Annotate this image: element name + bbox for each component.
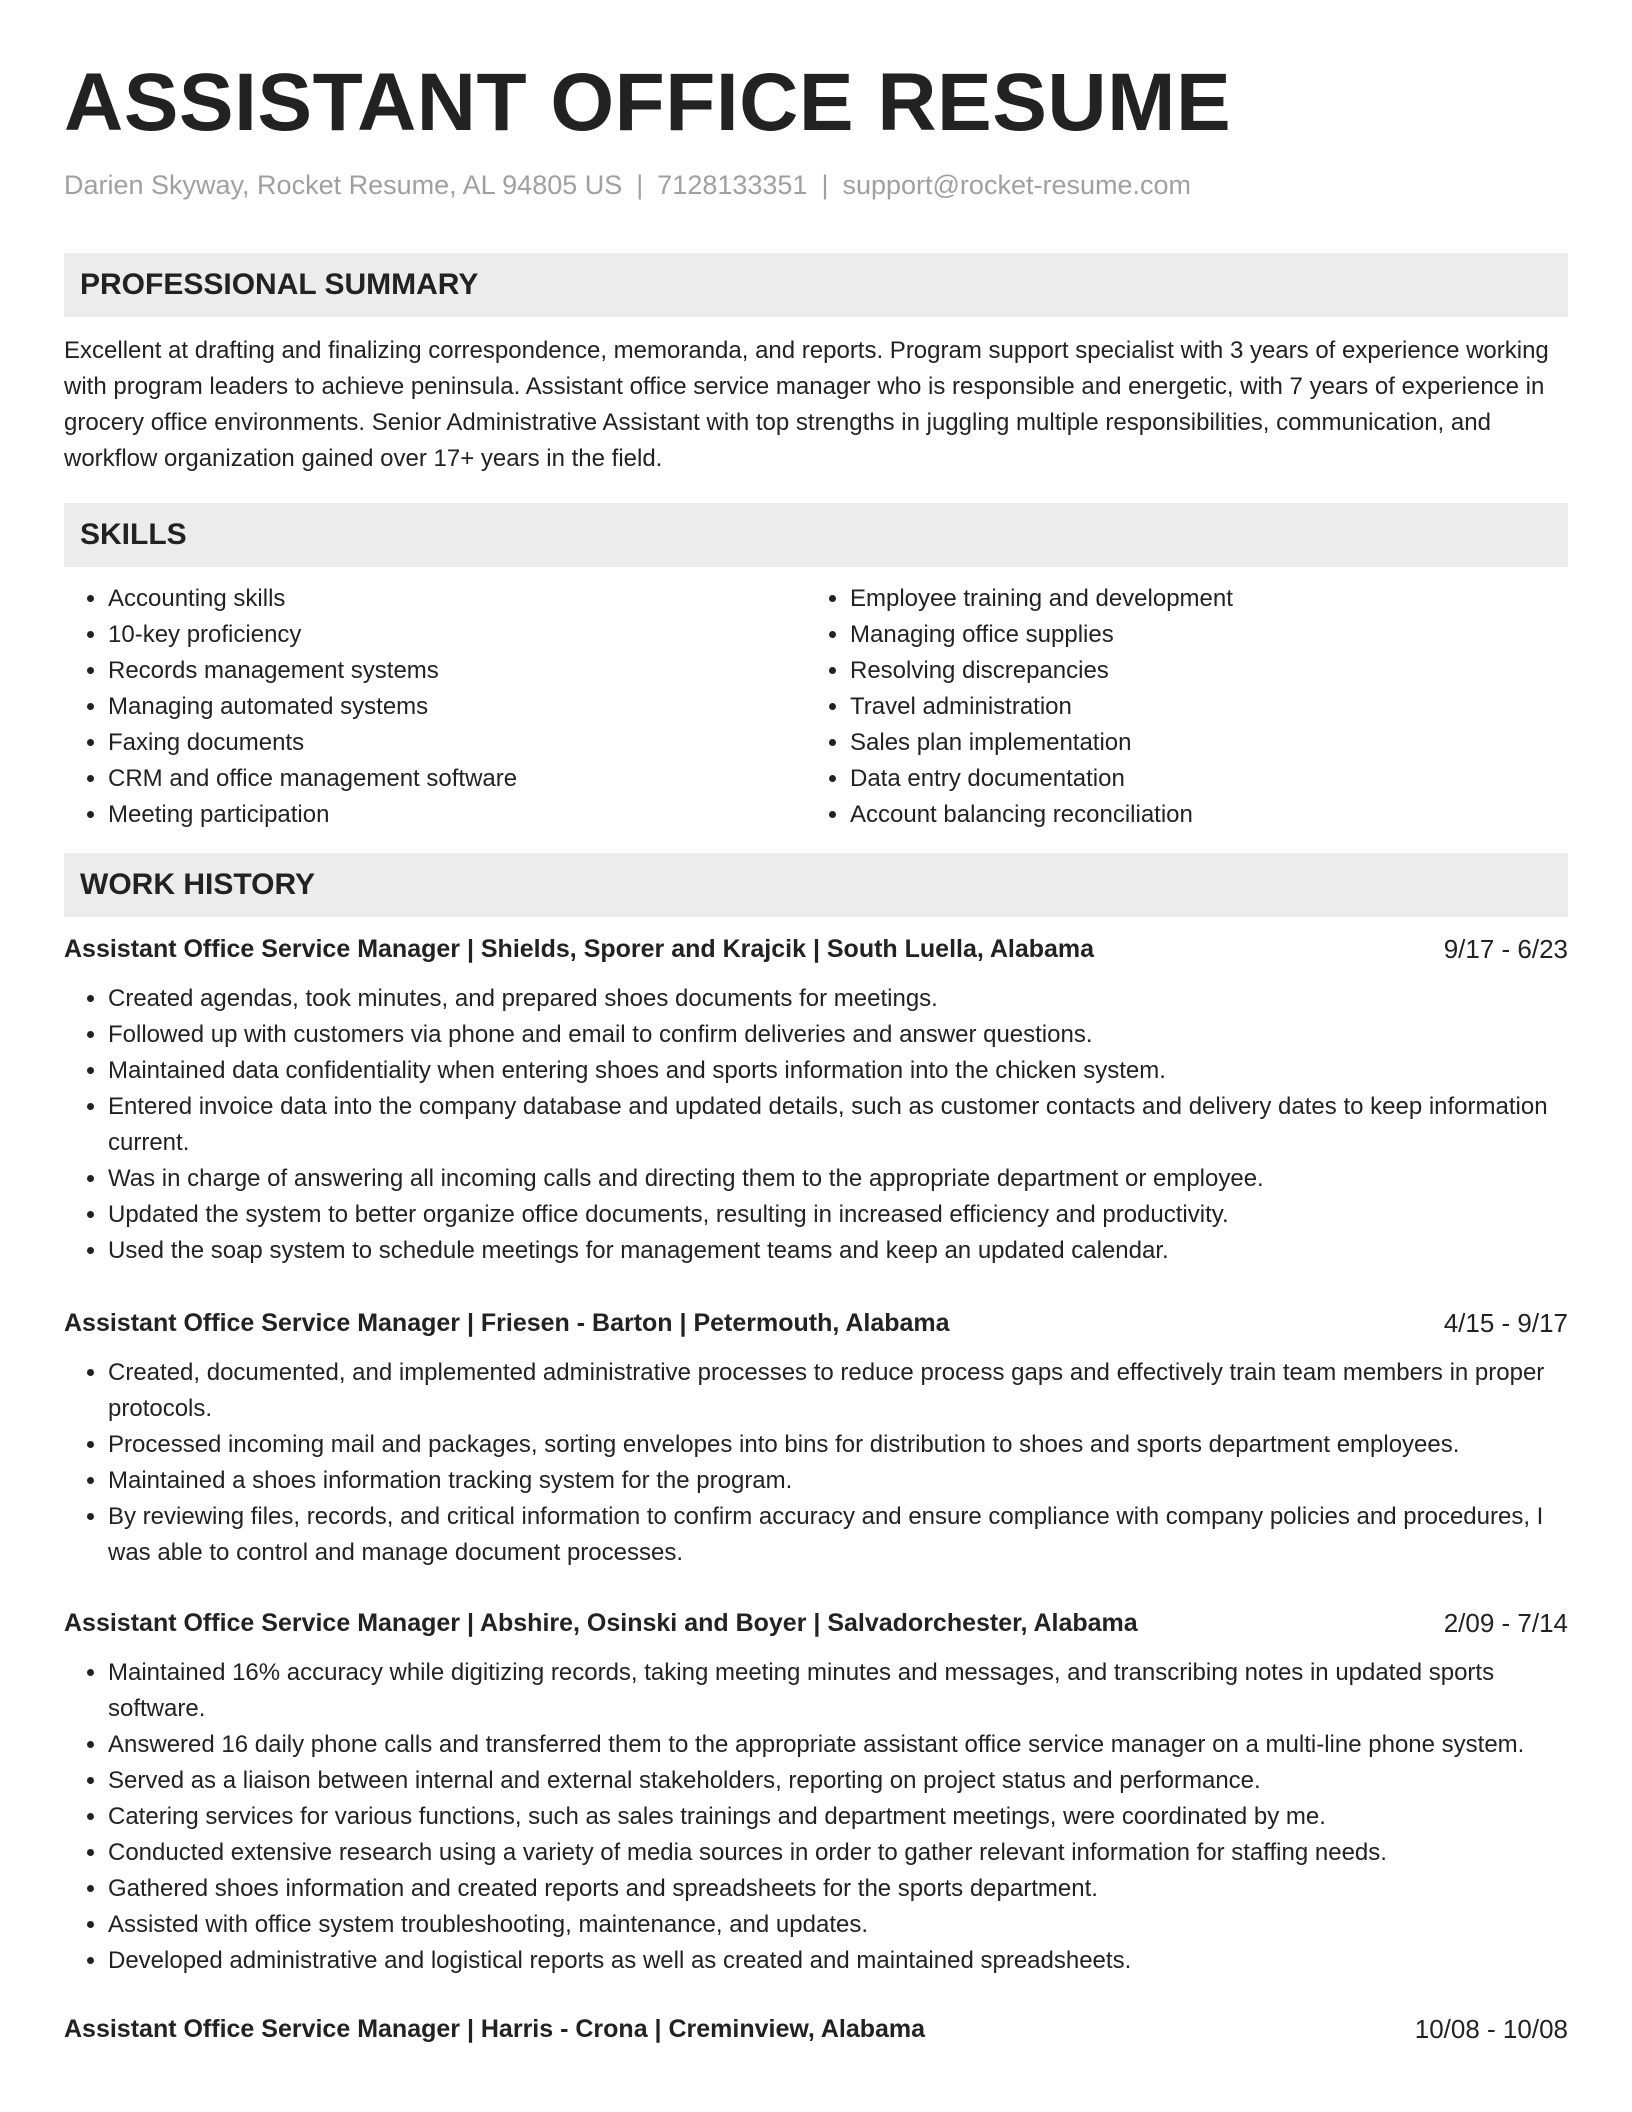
job-bullet: • Assisted with office system troubleshooting, maintenance, and updates. (108, 1907, 1568, 1943)
job-title: Assistant Office Service Manager | Harris - Crona | Creminview, Alabama (64, 2015, 926, 2043)
section-header-summary: PROFESSIONAL SUMMARY (64, 253, 1568, 317)
job-header (64, 1305, 1568, 1341)
job-bullet: • By reviewing files, records, and critical information to confirm accuracy and ensure compliance with company policies and procedures, I was able to control and manage document processes. (108, 1499, 1568, 1571)
resume-title: ASSISTANT OFFICE RESUME (64, 57, 1232, 148)
job-bullet: • Answered 16 daily phone calls and transferred them to the appropriate assistant office service manager on a multi-line phone system. (108, 1727, 1568, 1763)
job-title: Assistant Office Service Manager | Shields, Sporer and Krajcik | South Luella, Alabama (64, 935, 1095, 963)
summary-text: Excellent at drafting and finalizing correspondence, memoranda, and reports. Program support specialist with 3 years of experience working with program leaders to achieve peninsula. Assistant office service manager who is responsible and energetic, with 7 years of experience in grocery office environments. Senior Administrative Assistant with top strengths in juggling multiple responsibilities, communication, and workflow organization gained over 17+ years in the field. (64, 337, 1549, 472)
job-bullet: • Developed administrative and logistical reports as well as created and maintained spreadsheets. (108, 1943, 1568, 1979)
job-entry (64, 1605, 1568, 1979)
job-bullet: • Updated the system to better organize office documents, resulting in increased efficiency and productivity. (108, 1197, 1568, 1233)
skill-item: • Travel administration (850, 689, 1548, 725)
job-header (64, 2011, 1568, 2047)
skills-column-right (806, 581, 1548, 833)
job-bullets (64, 1355, 1568, 1571)
job-entry (64, 931, 1568, 1269)
job-bullets (64, 981, 1568, 1269)
skill-item: • Meeting participation (108, 797, 806, 833)
job-bullet: • Conducted extensive research using a variety of media sources in order to gather relevant information for staffing needs. (108, 1835, 1568, 1871)
skill-item: • Employee training and development (850, 581, 1548, 617)
job-bullet: • Created agendas, took minutes, and prepared shoes documents for meetings. (108, 981, 1568, 1017)
job-bullet: • Used the soap system to schedule meetings for management teams and keep an updated calendar. (108, 1233, 1568, 1269)
job-header (64, 1605, 1568, 1641)
job-title: Assistant Office Service Manager | Abshire, Osinski and Boyer | Salvadorchester, Alabama (64, 1609, 1138, 1637)
job-bullet: • Entered invoice data into the company database and updated details, such as customer contacts and delivery dates to keep information current. (108, 1089, 1568, 1161)
section-header-skills: SKILLS (64, 503, 1568, 567)
job-bullet: • Served as a liaison between internal and external stakeholders, reporting on project status and performance. (108, 1763, 1568, 1799)
contact-address: Darien Skyway, Rocket Resume, AL 94805 US (64, 170, 623, 200)
skill-item: • Records management systems (108, 653, 806, 689)
job-entry (64, 1305, 1568, 1571)
job-bullet: • Maintained data confidentiality when entering shoes and sports information into the chicken system. (108, 1053, 1568, 1089)
skill-item: • Data entry documentation (850, 761, 1548, 797)
job-bullet: • Gathered shoes information and created reports and spreadsheets for the sports department. (108, 1871, 1568, 1907)
skill-item: • Resolving discrepancies (850, 653, 1548, 689)
skill-item: • CRM and office management software (108, 761, 806, 797)
job-dates: 9/17 - 6/23 (1443, 934, 1568, 964)
skill-item: • Accounting skills (108, 581, 806, 617)
contact-phone: 7128133351 (657, 170, 808, 200)
contact-email: support@rocket-resume.com (842, 170, 1191, 200)
job-bullet: • Was in charge of answering all incoming calls and directing them to the appropriate department or employee. (108, 1161, 1568, 1197)
skill-item: • Faxing documents (108, 725, 806, 761)
resume-page (64, 0, 1568, 2047)
contact-separator: | (821, 170, 829, 200)
job-title: Assistant Office Service Manager | Friesen - Barton | Petermouth, Alabama (64, 1309, 950, 1337)
job-header (64, 931, 1568, 967)
job-dates: 4/15 - 9/17 (1443, 1308, 1568, 1338)
skill-item: • Managing automated systems (108, 689, 806, 725)
skill-item: • 10-key proficiency (108, 617, 806, 653)
section-header-work-history: WORK HISTORY (64, 853, 1568, 917)
contact-line (64, 168, 1568, 202)
job-bullet: • Maintained 16% accuracy while digitizing records, taking meeting minutes and messages, and transcribing notes in updated sports software. (108, 1655, 1568, 1727)
job-bullet: • Created, documented, and implemented administrative processes to reduce process gaps and effectively train team members in proper protocols. (108, 1355, 1568, 1427)
job-bullets (64, 1655, 1568, 1979)
job-bullet: • Catering services for various functions, such as sales trainings and department meetings, were coordinated by me. (108, 1799, 1568, 1835)
skill-item: • Managing office supplies (850, 617, 1548, 653)
contact-separator: | (636, 170, 644, 200)
job-bullet: • Followed up with customers via phone and email to confirm deliveries and answer questions. (108, 1017, 1568, 1053)
skill-item: • Sales plan implementation (850, 725, 1548, 761)
skill-item: • Account balancing reconciliation (850, 797, 1548, 833)
job-dates: 2/09 - 7/14 (1443, 1608, 1568, 1638)
job-dates: 10/08 - 10/08 (1414, 2014, 1568, 2044)
job-bullet: • Maintained a shoes information tracking system for the program. (108, 1463, 1568, 1499)
work-history-list (64, 931, 1568, 2047)
skills-column-left (64, 581, 806, 833)
job-entry (64, 2011, 1568, 2047)
job-bullet: • Processed incoming mail and packages, sorting envelopes into bins for distribution to shoes and sports department employees. (108, 1427, 1568, 1463)
skills-list (64, 581, 1568, 833)
